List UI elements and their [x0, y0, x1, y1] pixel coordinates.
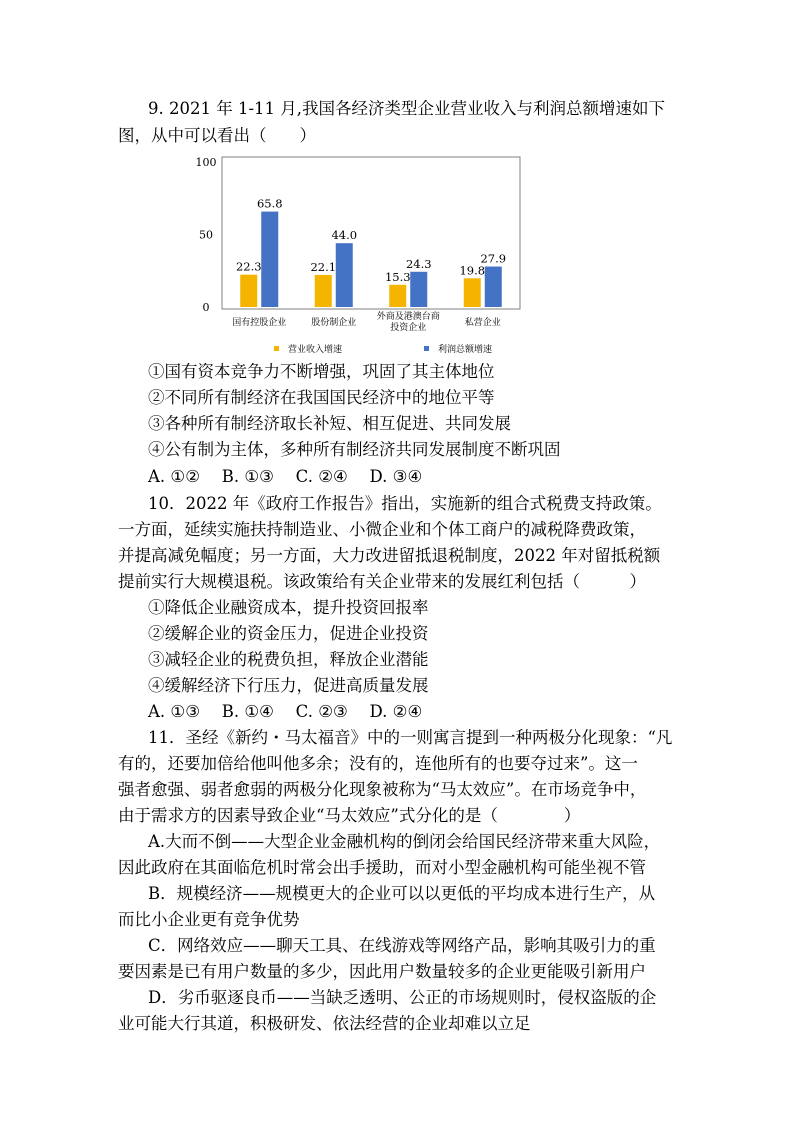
x-tick-label: 股份制企业	[311, 318, 357, 328]
bar-revenue	[240, 275, 257, 307]
data-label: 65.8	[256, 196, 283, 211]
y-tick-label: 50	[199, 228, 213, 242]
q11-choice-b-line-2: 而比小企业更有竞争优势	[118, 910, 300, 929]
data-label: 22.3	[235, 259, 262, 274]
legend-label: 利润总额增速	[438, 345, 493, 355]
q11-choice-a-line-2: 因此政府在其面临危机时常会出手援助，而对小型金融机构可能坐视不管	[118, 858, 646, 877]
q11-choice-a-line-1: A.大而不倒——大型企业金融机构的倒闭会给国民经济带来重大风险，	[148, 832, 661, 851]
data-label: 15.3	[384, 269, 411, 284]
q10-stem-line-2: 一方面，延续实施扶持制造业、小微企业和个体工商户的减税降费政策，	[118, 520, 646, 539]
legend-swatch	[424, 346, 429, 351]
data-label: 24.3	[405, 256, 432, 271]
q10-item-2: ②缓解企业的资金压力，促进企业投资	[148, 624, 429, 643]
bar-profit	[485, 267, 502, 307]
bar-profit	[336, 243, 353, 307]
q11-choice-b-line-1: B．规模经济——规模更大的企业可以以更低的平均成本进行生产，从	[148, 884, 656, 903]
bar-revenue	[464, 278, 481, 307]
q9-item-2: ②不同所有制经济在我国国民经济中的地位平等	[148, 388, 495, 407]
q9-stem-line-1: 9. 2021 年 1-11 月,我国各经济类型企业营业收入与利润总额增速如下	[148, 99, 666, 118]
bar-profit	[261, 212, 278, 307]
q11-stem-line-2: 有的，还要加倍给他叫他多余；没有的，连他所有的也要夺过来”。这一	[118, 754, 638, 773]
x-tick-label: 外商及港澳台商	[376, 312, 440, 322]
q9-stem-line-2: 图，从中可以看出（ ）	[118, 126, 316, 145]
y-tick-label: 100	[195, 156, 217, 169]
q10-stem-line-4: 提前实行大规模退税。该政策给有关企业带来的发展红利包括（ ）	[118, 572, 646, 591]
bar-revenue	[315, 275, 332, 307]
q11-choice-d-line-1: D．劣币驱逐良币——当缺乏透明、公正的市场规则时，侵权盗版的企	[148, 988, 657, 1007]
data-label: 27.9	[480, 251, 507, 266]
q10-options: A. ①③ B. ①④ C. ②③ D. ②④	[148, 702, 423, 721]
q10-item-4: ④缓解经济下行压力，促进高质量发展	[148, 676, 429, 695]
q10-stem-line-1: 10．2022 年《政府工作报告》指出，实施新的组合式税费支持政策。	[148, 494, 662, 513]
legend-label: 营业收入增速	[288, 345, 343, 355]
data-label: 44.0	[331, 228, 358, 243]
q11-stem-line-3: 强者愈强、弱者愈弱的两极分化现象被称为“马太效应”。在市场竞争中，	[118, 780, 647, 799]
q9-item-1: ①国有资本竞争力不断增强，巩固了其主体地位	[148, 362, 495, 381]
bar-revenue	[389, 285, 406, 307]
x-tick-label: 私营企业	[464, 318, 501, 328]
q11-choice-c-line-2: 要因素是已有用户数量的多少，因此用户数量较多的企业更能吸引新用户	[118, 962, 646, 981]
bar-profit	[410, 272, 427, 307]
q10-item-3: ③减轻企业的税费负担，释放企业潜能	[148, 650, 429, 669]
q11-choice-d-line-2: 业可能大行其道，积极研发、依法经营的企业却难以立足	[118, 1014, 531, 1033]
data-label: 19.8	[459, 263, 486, 278]
legend-swatch	[274, 346, 279, 351]
q9-chart	[188, 156, 528, 356]
q11-stem-line-4: 由于需求方的因素导致企业“马太效应”式分化的是（ ）	[118, 806, 581, 825]
x-tick-label: 投资企业	[390, 323, 427, 333]
data-label: 22.1	[310, 259, 337, 274]
q9-item-4: ④公有制为主体，多种所有制经济共同发展制度不断巩固	[148, 440, 561, 459]
q9-item-3: ③各种所有制经济取长补短、相互促进、共同发展	[148, 414, 511, 433]
q11-stem-line-1: 11．圣经《新约・马太福音》中的一则寓言提到一种两极分化现象：“凡	[148, 728, 673, 747]
q10-item-1: ①降低企业融资成本，提升投资回报率	[148, 598, 429, 617]
x-tick-label: 国有控股企业	[232, 318, 287, 328]
q11-choice-c-line-1: C．网络效应——聊天工具、在线游戏等网络产品，影响其吸引力的重	[148, 936, 656, 955]
q10-stem-line-3: 并提高减免幅度；另一方面，大力改进留抵退税制度，2022 年对留抵税额	[118, 546, 661, 565]
y-tick-label: 0	[202, 301, 210, 314]
q9-options: A. ①② B. ①③ C. ②④ D. ③④	[148, 467, 423, 486]
bar-chart	[188, 156, 528, 356]
